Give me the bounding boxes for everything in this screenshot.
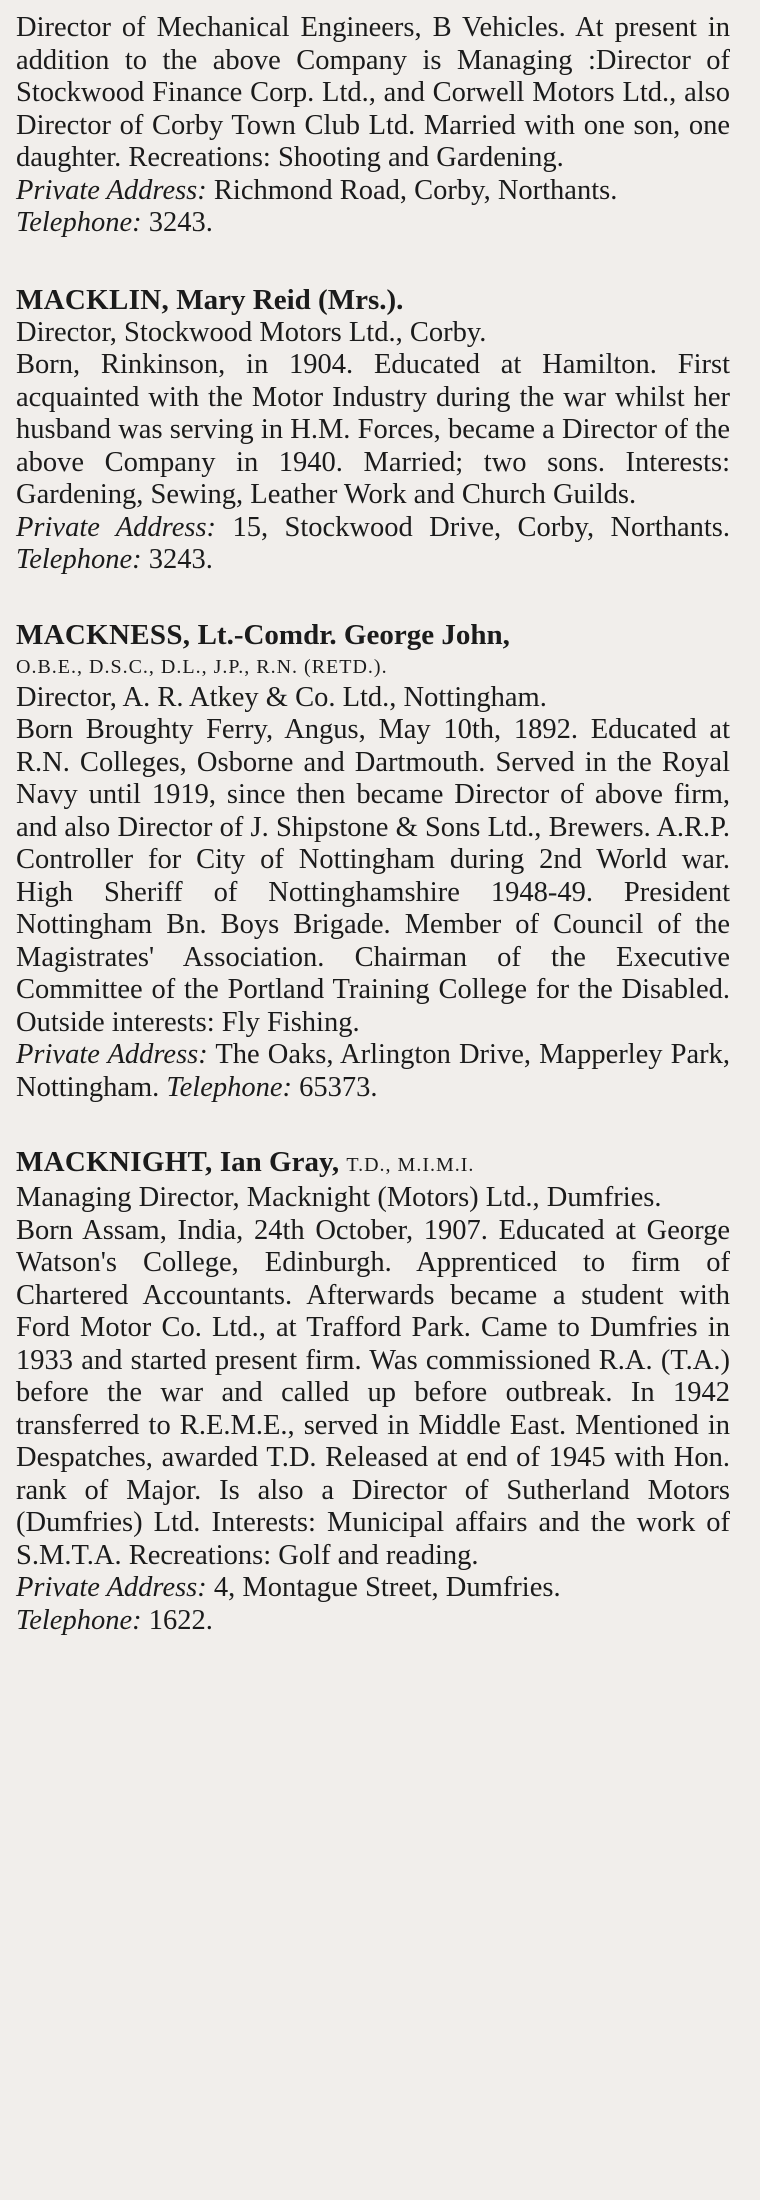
private-address-label: Private Address: [16,1039,208,1070]
entry-honours: O.B.E., D.S.C., D.L., J.P., R.N. (RETD.). [16,655,388,678]
entry-heading [16,619,730,652]
telephone-number: 3243. [148,544,213,575]
telephone-label: Telephone: [16,207,142,238]
entry-biography: Director of Mechanical Engineers, B Vehicles. At present in addition to the above Company is Managing :Director of Stockwood Finance Corp. Ltd., and Corwell Motors Ltd., also Director of Corby Town Club Ltd. Married with one son, one daughter. Recreations: Shooting and Gardening. [16,12,730,173]
telephone-number: 65373. [299,1071,378,1103]
private-address: Richmond Road, Corby, Northants. [213,174,618,206]
entry-title: (Mrs.). [318,283,404,316]
entry-given-names: Ian Gray, [219,1146,340,1178]
entry-mackness [16,619,730,1105]
entry-macknight [16,1146,730,1637]
entry-surname: MACKLIN, [16,283,170,316]
entry-position: Director, A. R. Atkey & Co. Ltd., Nottingham. [16,681,547,713]
entry-heading [16,1146,730,1182]
telephone-label: Telephone: [16,544,142,575]
private-address: 15, Stockwood Drive, Corby, Northants. [232,511,730,543]
entry-honours: T.D., M.I.M.I. [346,1154,475,1176]
entry-contact [16,175,730,240]
telephone-label: Telephone: [166,1071,292,1103]
telephone-number: 1622. [148,1604,213,1636]
entry-biography: Born, Rinkinson, in 1904. Educated at Hamilton. First acquainted with the Motor Industry during the war whilst her husband was serving in H.M. Forces, became a Director of the above Company in 1940. Married; two sons. Interests: Gardening, Sewing, Leather Work and Church Guilds. [16,349,730,510]
entry-given-names: Lt.-Comdr. George John, [197,618,510,651]
entry-heading [16,284,730,317]
entry-continued [16,12,730,240]
entry-position: Managing Director, Macknight (Motors) Ltd., Dumfries. [16,1182,662,1213]
entry-given-names: Mary Reid [176,283,311,316]
telephone-label: Telephone: [16,1604,142,1636]
telephone-number: 3243. [148,207,213,238]
private-address-label: Private Address: [16,1572,207,1603]
private-address: 4, Montague Street, Dumfries. [213,1572,561,1603]
entry-contact [16,1572,730,1637]
entry-biography: Born Assam, India, 24th October, 1907. Educated at George Watson's College, Edinburgh. Apprenticed to firm of Chartered Accountants. Afterwards became a student with Ford Motor Co. Ltd., at Trafford Park. Came to Dumfries in 1933 and started present firm. Was commissioned R.A. (T.A.) before the war and called up before outbreak. In 1942 transferred to R.E.M.E., served in Middle East. Mentioned in Despatches, awarded T.D. Released at end of 1945 with Hon. rank of Major. Is also a Director of Sutherland Motors (Dumfries) Ltd. Interests: Municipal affairs and the work of S.M.T.A. Recreations: Golf and reading. [16,1214,730,1571]
entry-position: Director, Stockwood Motors Ltd., Corby. [16,316,487,348]
entry-surname: MACKNIGHT, [16,1146,213,1178]
entry-contact [16,1039,730,1104]
entry-biography: Born Broughty Ferry, Angus, May 10th, 1892. Educated at R.N. Colleges, Osborne and Dartmouth. Served in the Royal Navy until 1919, since then became Director of above firm, and also Director of J. Shipstone & Sons Ltd., Brewers. A.R.P. Controller for City of Nottingham during 2nd World war. High Sheriff of Nottinghamshire 1948-49. President Nottingham Bn. Boys Brigade. Member of Council of the Magistrates' Association. Chairman of the Executive Committee of the Portland Training College for the Disabled. Outside interests: Fly Fishing. [16,714,730,1038]
private-address-label: Private Address: [16,174,207,206]
entry-surname: MACKNESS, [16,618,191,651]
entry-macklin [16,284,730,577]
entry-contact [16,512,730,577]
private-address: The Oaks, Arlington Drive, Mapperley Park, Nottingham. [16,1039,730,1103]
private-address-label: Private Address: [16,511,217,543]
